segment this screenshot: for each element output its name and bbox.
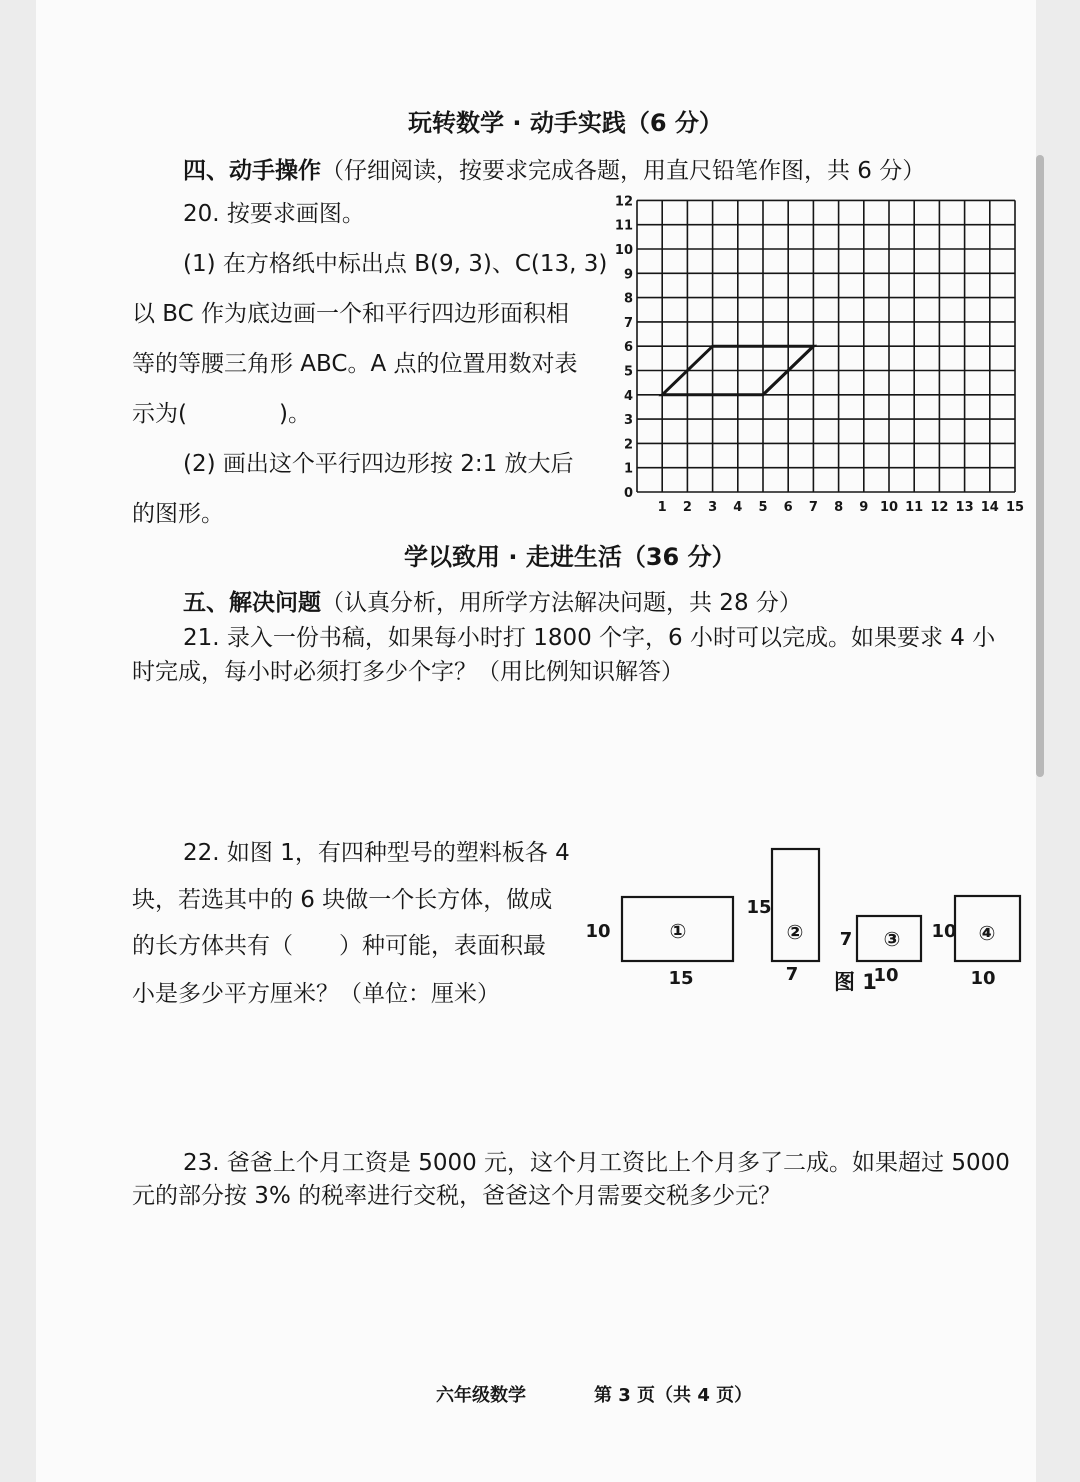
board-3-width: 10 [873, 965, 899, 986]
footer-subject: 六年级数学 [436, 1385, 526, 1406]
coordinate-grid [612, 188, 1040, 518]
y-tick-label: 1 [623, 461, 633, 477]
y-tick-label: 0 [623, 486, 633, 501]
q20-part1-line4: 示为( )。 [132, 401, 311, 427]
x-tick-label: 11 [905, 500, 924, 515]
y-tick-label: 6 [623, 340, 633, 356]
y-tick-label: 4 [623, 388, 633, 404]
section-title-application: 学以致用 · 走进生活（36 分） [404, 543, 736, 571]
board-4-label: ④ [978, 921, 996, 945]
q21-line1: 21. 录入一份书稿，如果每小时打 1800 个字，6 小时可以完成。如果要求 4 小 [183, 625, 996, 651]
part4-heading: 四、动手操作 [183, 158, 321, 184]
board-1-label: ① [669, 919, 687, 943]
y-tick-label: 5 [623, 364, 633, 380]
board-3-height: 7 [839, 929, 853, 950]
q20-part2-line1: (2) 画出这个平行四边形按 2:1 放大后 [183, 451, 574, 477]
y-tick-label: 2 [623, 437, 633, 453]
x-tick-label: 5 [758, 500, 768, 515]
board-1-height: 10 [585, 921, 611, 942]
x-tick-label: 3 [708, 500, 718, 515]
footer-page-number: 第 3 页（共 4 页） [594, 1385, 753, 1406]
q23-line2: 元的部分按 3% 的税率进行交税，爸爸这个月需要交税多少元？ [132, 1183, 782, 1209]
figure-1-caption: 图 1 [834, 970, 877, 994]
x-tick-label: 1 [657, 500, 667, 515]
x-tick-label: 4 [733, 500, 743, 515]
x-tick-label: 7 [808, 500, 818, 515]
x-tick-label: 15 [1005, 500, 1025, 515]
x-tick-label: 13 [955, 500, 974, 515]
q20-part1-line1: (1) 在方格纸中标出点 B(9, 3)、C(13, 3) [183, 251, 608, 277]
x-tick-label: 2 [682, 500, 692, 515]
board-2-height: 15 [746, 897, 772, 918]
q22-line4: 小是多少平方厘米？（单位：厘米） [132, 981, 500, 1007]
y-tick-label: 9 [623, 267, 633, 283]
board-3-label: ③ [883, 927, 901, 951]
board-2 [772, 849, 819, 961]
part4-header [183, 156, 925, 186]
y-tick-label: 10 [614, 243, 633, 258]
board-4-height: 10 [931, 921, 957, 942]
q20-number: 20. 按要求画图。 [183, 201, 365, 227]
q22-line1: 22. 如图 1，有四种型号的塑料板各 4 [183, 840, 570, 866]
x-tick-label: 9 [859, 500, 869, 515]
q20-part1-line3: 等的等腰三角形 ABC。A 点的位置用数对表 [132, 351, 578, 377]
q20-part1-line2: 以 BC 作为底边画一个和平行四边形面积相 [132, 301, 570, 327]
part5-heading: 五、解决问题 [183, 590, 321, 616]
figure-1 [580, 840, 1040, 1000]
y-tick-label: 7 [623, 315, 633, 331]
x-tick-label: 6 [783, 500, 793, 515]
part5-header [183, 588, 802, 618]
q22-line3: 的长方体共有（ ）种可能，表面积最 [132, 933, 546, 959]
x-tick-label: 12 [930, 500, 949, 515]
board-2-width: 7 [785, 964, 799, 985]
y-tick-label: 8 [623, 291, 633, 307]
section-title-practice: 玩转数学 · 动手实践（6 分） [408, 109, 723, 137]
board-1-width: 15 [668, 968, 694, 989]
y-tick-label: 12 [614, 194, 633, 210]
part4-instructions: （仔细阅读，按要求完成各题，用直尺铅笔作图，共 6 分） [321, 158, 926, 184]
part5-instructions: （认真分析，用所学方法解决问题，共 28 分） [321, 590, 802, 616]
q20-part2-line2: 的图形。 [132, 501, 224, 527]
x-tick-label: 10 [879, 500, 899, 515]
board-2-label: ② [786, 920, 804, 944]
q21-line2: 时完成，每小时必须打多少个字？（用比例知识解答） [132, 659, 684, 685]
x-tick-label: 8 [834, 500, 844, 515]
board-4-width: 10 [970, 968, 996, 989]
y-tick-label: 11 [614, 218, 633, 234]
q22-line2: 块，若选其中的 6 块做一个长方体，做成 [132, 887, 553, 913]
y-tick-label: 3 [623, 413, 633, 429]
x-tick-label: 14 [980, 500, 999, 515]
q23-line1: 23. 爸爸上个月工资是 5000 元，这个月工资比上个月多了二成。如果超过 5000 [183, 1150, 1010, 1176]
